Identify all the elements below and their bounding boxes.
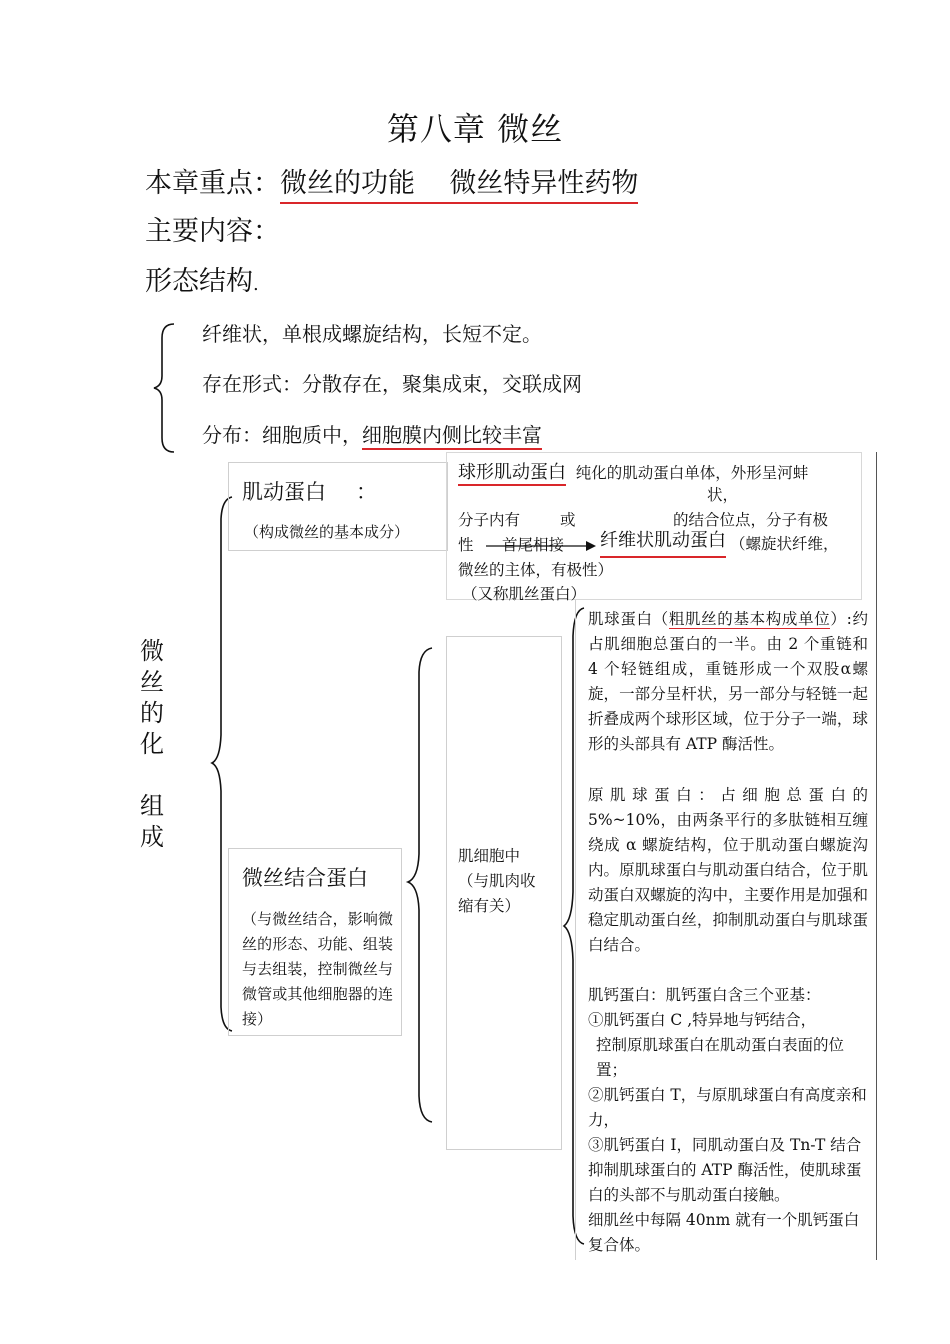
myosin-prefix: 肌球蛋白（ bbox=[588, 610, 669, 628]
actin-title-row bbox=[242, 476, 377, 506]
actin-line-6: （又称肌丝蛋白） bbox=[462, 585, 587, 603]
actin-line-3b: 或 bbox=[560, 511, 576, 529]
troponin-t: ②肌钙蛋白 T，与原肌球蛋白有高度亲和力， bbox=[588, 1086, 867, 1129]
g-actin-label: 球形肌动蛋白 bbox=[458, 462, 566, 486]
g-actin-desc-2: 状， bbox=[707, 486, 739, 504]
morphology-heading bbox=[145, 264, 259, 303]
side-label-char: 成 bbox=[140, 823, 164, 851]
muscle-line-1: 肌细胞中 bbox=[458, 847, 521, 865]
binding-brace bbox=[402, 646, 436, 1124]
key-points-label: 本章重点： bbox=[145, 168, 280, 199]
muscle-line-2: （与肌肉收缩有关） bbox=[458, 872, 536, 915]
bullet-item-3-text: 分布：细胞质中， bbox=[202, 423, 362, 447]
myosin-block bbox=[588, 607, 868, 757]
f-actin-label: 纤维状肌动蛋白 bbox=[600, 528, 726, 558]
page-title: 第八章 微丝 bbox=[386, 110, 564, 148]
myosin-body: 约占肌细胞总蛋白的一半。由 2 个重链和 4 个轻链组成，重链形成一个双股α螺旋，一部分呈杆状，另一部分与轻链一起折叠成两个球形区域，位于分子一端，球形的头部具有 ATP 酶活性。 bbox=[588, 610, 868, 753]
troponin-c-2: 控制原肌球蛋白在肌动蛋白表面的位置； bbox=[596, 1036, 845, 1079]
morphology-label: 形态结构 bbox=[145, 266, 253, 297]
right-edge-line bbox=[876, 452, 877, 1260]
morphology-dot: . bbox=[253, 274, 259, 295]
polymerize-arrow-icon bbox=[486, 539, 596, 553]
troponin-block bbox=[588, 983, 872, 1258]
side-label-char: 化 bbox=[140, 730, 164, 758]
actin-line-3c: 的结合位点，分子有极 bbox=[673, 511, 829, 529]
binding-desc: （与微丝结合，影响微丝的形态、功能、组装与去组装，控制微丝与微管或其他细胞器的连接） bbox=[242, 910, 393, 1028]
side-label-char: 丝 bbox=[140, 668, 164, 696]
actin-subtitle: （构成微丝的基本成分） bbox=[244, 523, 410, 541]
key-points-items: 微丝的功能 微丝特异性药物 bbox=[280, 168, 638, 204]
actin-detail-row-1 bbox=[458, 458, 808, 486]
myosin-highlight: 粗肌丝的基本构成单位 bbox=[668, 610, 831, 628]
actin-title: 肌动蛋白 bbox=[242, 480, 326, 504]
myosin-suffix: ）: bbox=[830, 610, 852, 628]
troponin-i: ③肌钙蛋白 I，同肌动蛋白及 Tn-T 结合抑制肌球蛋白的 ATP 酶活性，使肌球蛋白的头部不与肌动蛋白接触。 bbox=[588, 1136, 862, 1204]
troponin-c-1: ①肌钙蛋白 C ,特异地与钙结合， bbox=[588, 1011, 817, 1029]
bullet-item-3 bbox=[202, 421, 542, 449]
actin-line-4a: 性 bbox=[458, 536, 474, 554]
side-label-char: 的 bbox=[140, 699, 164, 727]
bullet-brace bbox=[150, 322, 180, 454]
actin-line-3a: 分子内有 bbox=[458, 511, 521, 529]
actin-line-5: 微丝的主体，有极性） bbox=[458, 561, 614, 579]
side-label bbox=[139, 636, 165, 853]
actin-line-4b: 首尾相接 bbox=[502, 536, 565, 554]
bullet-item-1: 纤维状，单根成螺旋结构，长短不定。 bbox=[202, 322, 542, 346]
binding-title: 微丝结合蛋白 bbox=[242, 866, 368, 890]
actin-detail-row-4 bbox=[458, 530, 858, 558]
main-content-heading: 主要内容： bbox=[145, 216, 280, 247]
bullet-item-3-highlight: 细胞膜内侧比较丰富 bbox=[362, 423, 542, 450]
side-label-char bbox=[139, 760, 165, 791]
troponin-note: 细肌丝中每隔 40nm 就有一个肌钙蛋白复合体。 bbox=[588, 1211, 860, 1254]
g-actin-desc: 纯化的肌动蛋白单体，外形呈河蚌 bbox=[575, 464, 809, 482]
bullet-item-2: 存在形式：分散存在，聚集成束，交联成网 bbox=[202, 372, 582, 396]
actin-colon: ： bbox=[356, 480, 377, 504]
tropomyosin-block: 原肌球蛋白：占细胞总蛋白的 5%~10%，由两条平行的多肽链相互缠绕成 α 螺旋结构，位于肌动蛋白螺旋沟内。原肌球蛋白与肌动蛋白结合，位于肌动蛋白双螺旋的沟中，主要作用是加强和稳定肌动蛋白丝，抑制肌动蛋白与肌球蛋白结合。 bbox=[588, 786, 868, 954]
troponin-intro: 肌钙蛋白：肌钙蛋白含三个亚基： bbox=[588, 986, 821, 1004]
side-label-char: 组 bbox=[140, 792, 164, 820]
f-actin-desc: （螺旋状纤维， bbox=[730, 535, 839, 553]
key-points-row bbox=[145, 166, 638, 202]
side-label-char: 微 bbox=[140, 637, 164, 665]
